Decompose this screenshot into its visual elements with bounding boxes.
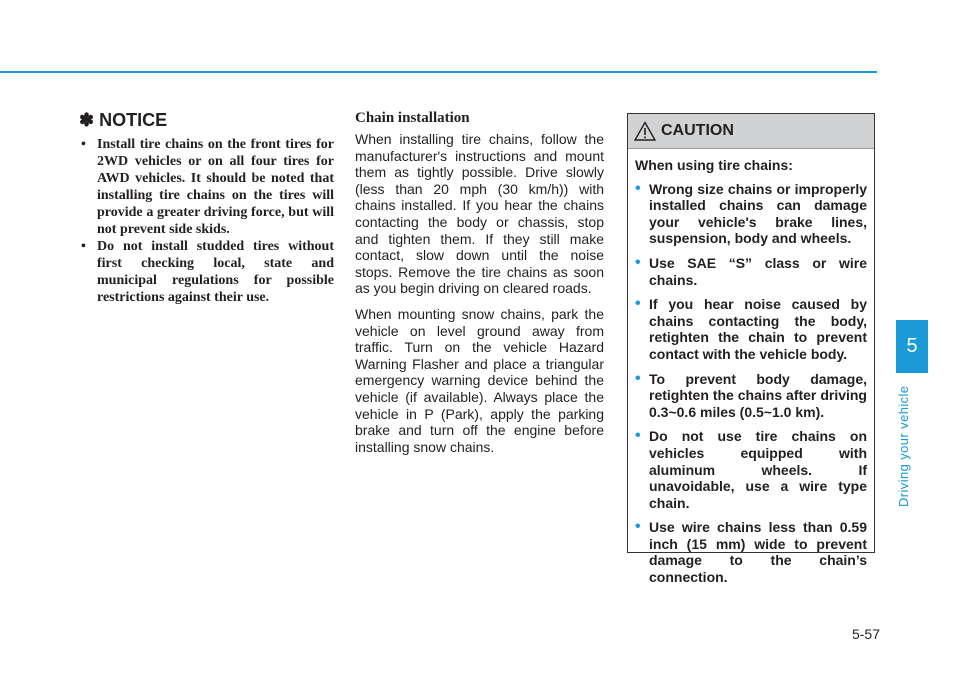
body-paragraph: When installing tire chains, follow the manufacturer's instructions and mount them as tightly possible. Drive slowly (less than 20 mph (30 km/h)) with chains installed. If you hear the chains contacting the body or chassis, stop and tighten them. If they still make contact, slow down until the noise stops. Remove the tire chains as soon as you begin driving on cleared roads. bbox=[355, 131, 604, 297]
caution-item: • Wrong size chains or improperly installed chains can damage your vehicle's brake lines, suspension, body and wheels. bbox=[635, 181, 867, 247]
notice-symbol-icon: ✽ bbox=[79, 110, 95, 130]
notice-item: • Do not install studded tires without first checking local, state and municipal regulations for possible restrictions against their use. bbox=[79, 238, 334, 306]
notice-list bbox=[79, 136, 334, 306]
chapter-title: Driving your vehicle bbox=[896, 385, 911, 507]
header-rule bbox=[0, 71, 877, 73]
caution-box bbox=[627, 113, 875, 586]
caution-header bbox=[628, 114, 874, 149]
body-paragraph: When mounting snow chains, park the vehicle on level ground away from traffic. Turn on the vehicle Hazard Warning Flasher and place a triangular emergency warning device behind the vehicle (if available). Always place the vehicle in P (Park), apply the parking brake and turn off the engine before installing snow chains. bbox=[355, 305, 604, 455]
caution-item: • To prevent body damage, retighten the chains after driving 0.3~0.6 miles (0.5~1.0 km). bbox=[635, 371, 867, 421]
section-heading: Chain installation bbox=[355, 110, 470, 126]
caution-item: • If you hear noise caused by chains contacting the body, retighten the chain to prevent contact with the vehicle body. bbox=[635, 296, 867, 362]
notice-section bbox=[79, 110, 334, 306]
caution-item: • Use SAE “S” class or wire chains. bbox=[635, 255, 867, 288]
caution-title: CAUTION bbox=[661, 122, 734, 139]
caution-item: • Use wire chains less than 0.59 inch (15 mm) wide to prevent damage to the chain’s connection. bbox=[635, 519, 867, 585]
chapter-number-tab: 5 bbox=[896, 320, 928, 373]
caution-list bbox=[635, 181, 867, 586]
notice-item: • Install tire chains on the front tires for 2WD vehicles or on all four tires for AWD vehicles. It should be noted that installing tire chains on the tires will provide a greater driving force, but will not prevent side skids. bbox=[79, 136, 334, 238]
notice-heading bbox=[79, 110, 334, 131]
notice-title: NOTICE bbox=[99, 110, 168, 130]
caution-body bbox=[628, 149, 874, 586]
page-number: 5-57 bbox=[851, 626, 880, 642]
chain-installation-section bbox=[355, 110, 604, 464]
warning-triangle-icon bbox=[634, 121, 656, 141]
caution-lead: When using tire chains: bbox=[635, 157, 793, 173]
caution-item: • Do not use tire chains on vehicles equipped with aluminum wheels. If unavoidable, use a wire type chain. bbox=[635, 428, 867, 511]
